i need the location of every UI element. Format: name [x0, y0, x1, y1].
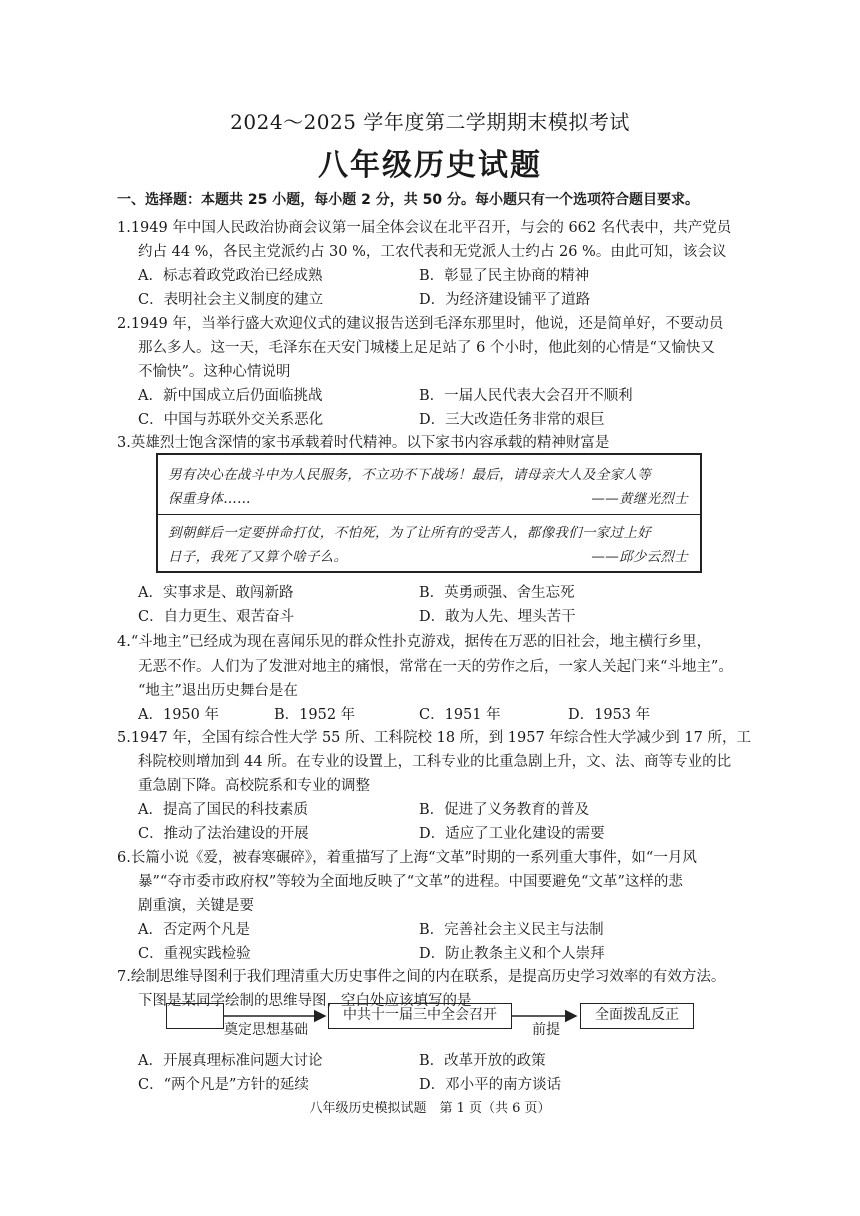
page-footer: 八年级历史模拟试题 第 1 页（共 6 页） [309, 1101, 551, 1116]
q2-option-a: A．新中国成立后仍面临挑战 [138, 388, 323, 404]
section-heading: 一、选择题：本题共 25 小题，每小题 2 分，共 50 分。每小题只有一个选项符合题目要求。 [117, 192, 699, 208]
q7-stem-line: 7.绘制思维导图利于我们理清重大历史事件之间的内在联系，是提高历史学习效率的有效方法。 [117, 969, 726, 985]
q1-option-c: C．表明社会主义制度的建立 [138, 292, 324, 308]
q7-option-d: D．邓小平的南方谈话 [419, 1077, 562, 1093]
q1-stem-line: 1.1949 年中国人民政治协商会议第一届全体会议在北平召开，与会的 662 名代表中，共产党员 [117, 220, 732, 236]
q5-option-d: D．适应了工业化建设的需要 [419, 826, 605, 842]
q1-option-b: B．彰显了民主协商的精神 [419, 268, 590, 284]
q2-option-b: B．一届人民代表大会召开不顺利 [419, 388, 633, 404]
q7-stem-line: 下图是某同学绘制的思维导图，空白处应该填写的是 [138, 993, 472, 1009]
q6-option-b: B．完善社会主义民主与法制 [419, 922, 604, 938]
mind-map-label-premise: 前提 [532, 1022, 560, 1038]
q5-stem-line: 重急剧下降。高校院系和专业的调整 [138, 778, 370, 794]
q1-stem-line: 约占 44 %，各民主党派约占 30 %，工农代表和无党派人士约占 26 %。由此可知，该会议 [138, 244, 727, 260]
q4-stem-line: 4.“斗地主”已经成为现在喜闻乐见的群众性扑克游戏，据传在万恶的旧社会，地主横行乡里， [117, 634, 712, 650]
q3-option-d: D．敢为人先、埋头苦干 [419, 609, 576, 625]
q2-stem-line: 那么多人。这一天，毛泽东在天安门城楼上足足站了 6 个小时，他此刻的心情是“又愉快又 [138, 340, 715, 356]
q2-stem-line: 2.1949 年，当举行盛大欢迎仪式的建议报告送到毛泽东那里时，他说，还是简单好，不要动员 [117, 316, 724, 332]
q4-stem-line: “地主”退出历史舞台是在 [138, 683, 298, 699]
q1-option-a: A．标志着政党政治已经成熟 [138, 268, 323, 284]
mind-map-plenum-box: 中共十一届三中全会召开 [328, 1003, 512, 1029]
q1-option-d: D．为经济建设铺平了道路 [419, 292, 591, 308]
q7-option-b: B．改革开放的政策 [419, 1053, 546, 1069]
q7-option-c: C．“两个凡是”方针的延续 [138, 1077, 309, 1093]
q5-option-b: B．促进了义务教育的普及 [419, 802, 590, 818]
q6-option-d: D．防止教条主义和个人崇拜 [419, 946, 605, 962]
q2-option-c: C．中国与苏联外交关系恶化 [138, 412, 324, 428]
q4-option-c: C．1951 年 [419, 707, 501, 723]
letter1-line2: 保重身体…… [168, 491, 251, 507]
q5-stem-line: 5.1947 年，全国有综合性大学 55 所、工科院校 18 所，到 1957 年综合性大学减少到 17 所，工 [117, 730, 751, 746]
q2-stem-line: 不愉快”。这种心情说明 [138, 364, 291, 380]
q6-stem-line: 暴”“夺市委市政府权”等较为全面地反映了“文革”的进程。中国要避免“文革”这样的悲 [138, 874, 683, 890]
letter2-author: ——邱少云烈士 [591, 549, 688, 565]
letter1-author: ——黄继光烈士 [591, 491, 688, 507]
q7-option-a: A．开展真理标准问题大讨论 [138, 1053, 323, 1069]
q6-stem-line: 6.长篇小说《爱，被春寒碾碎》，着重描写了上海“文革”时期的一系列重大事件，如“一月风 [117, 850, 697, 866]
letter2-line2: 日子，我死了又算个啥子么。 [168, 549, 348, 565]
q5-option-c: C．推动了法治建设的开展 [138, 826, 309, 842]
q3-option-a: A．实事求是、敢闯新路 [138, 585, 294, 601]
mind-map-label-foundation: 奠定思想基础 [224, 1022, 308, 1038]
q2-option-d: D．三大改造任务非常的艰巨 [419, 412, 605, 428]
exam-subject-title: 八年级历史试题 [318, 148, 542, 183]
q4-option-b: B．1952 年 [274, 707, 356, 723]
letter2-line1: 到朝鲜后一定要拼命打仗，不怕死，为了让所有的受苦人，都像我们一家过上好 [168, 525, 651, 541]
q5-option-a: A．提高了国民的科技素质 [138, 802, 308, 818]
q6-option-c: C．重视实践检验 [138, 946, 251, 962]
q3-option-b: B．英勇顽强、舍生忘死 [419, 585, 575, 601]
q6-option-a: A．否定两个凡是 [138, 922, 250, 938]
mind-map-correction-box: 全面拨乱反正 [580, 1003, 694, 1029]
letters-box [156, 453, 702, 573]
q4-stem-line: 无恶不作。人们为了发泄对地主的痛恨，常常在一天的劳作之后，一家人关起门来“斗地主”。 [138, 659, 733, 675]
letter1-line1: 男有决心在战斗中为人民服务，不立功不下战场！最后，请母亲大人及全家人等 [168, 467, 651, 483]
letters-divider [158, 514, 700, 515]
q3-stem-line: 3.英雄烈士饱含深情的家书承载着时代精神。以下家书内容承载的精神财富是 [117, 435, 610, 451]
q6-stem-line: 剧重演，关键是要 [138, 898, 254, 914]
q3-option-c: C．自力更生、艰苦奋斗 [138, 609, 295, 625]
q4-option-d: D．1953 年 [568, 707, 651, 723]
q5-stem-line: 科院校则增加到 44 所。在专业的设置上，工科专业的比重急剧上升，文、法、商等专业的比 [138, 754, 732, 770]
exam-header-title: 2024～2025 学年度第二学期期末模拟考试 [230, 110, 630, 134]
q4-option-a: A．1950 年 [138, 707, 219, 723]
mind-map-diagram [160, 1000, 720, 1044]
